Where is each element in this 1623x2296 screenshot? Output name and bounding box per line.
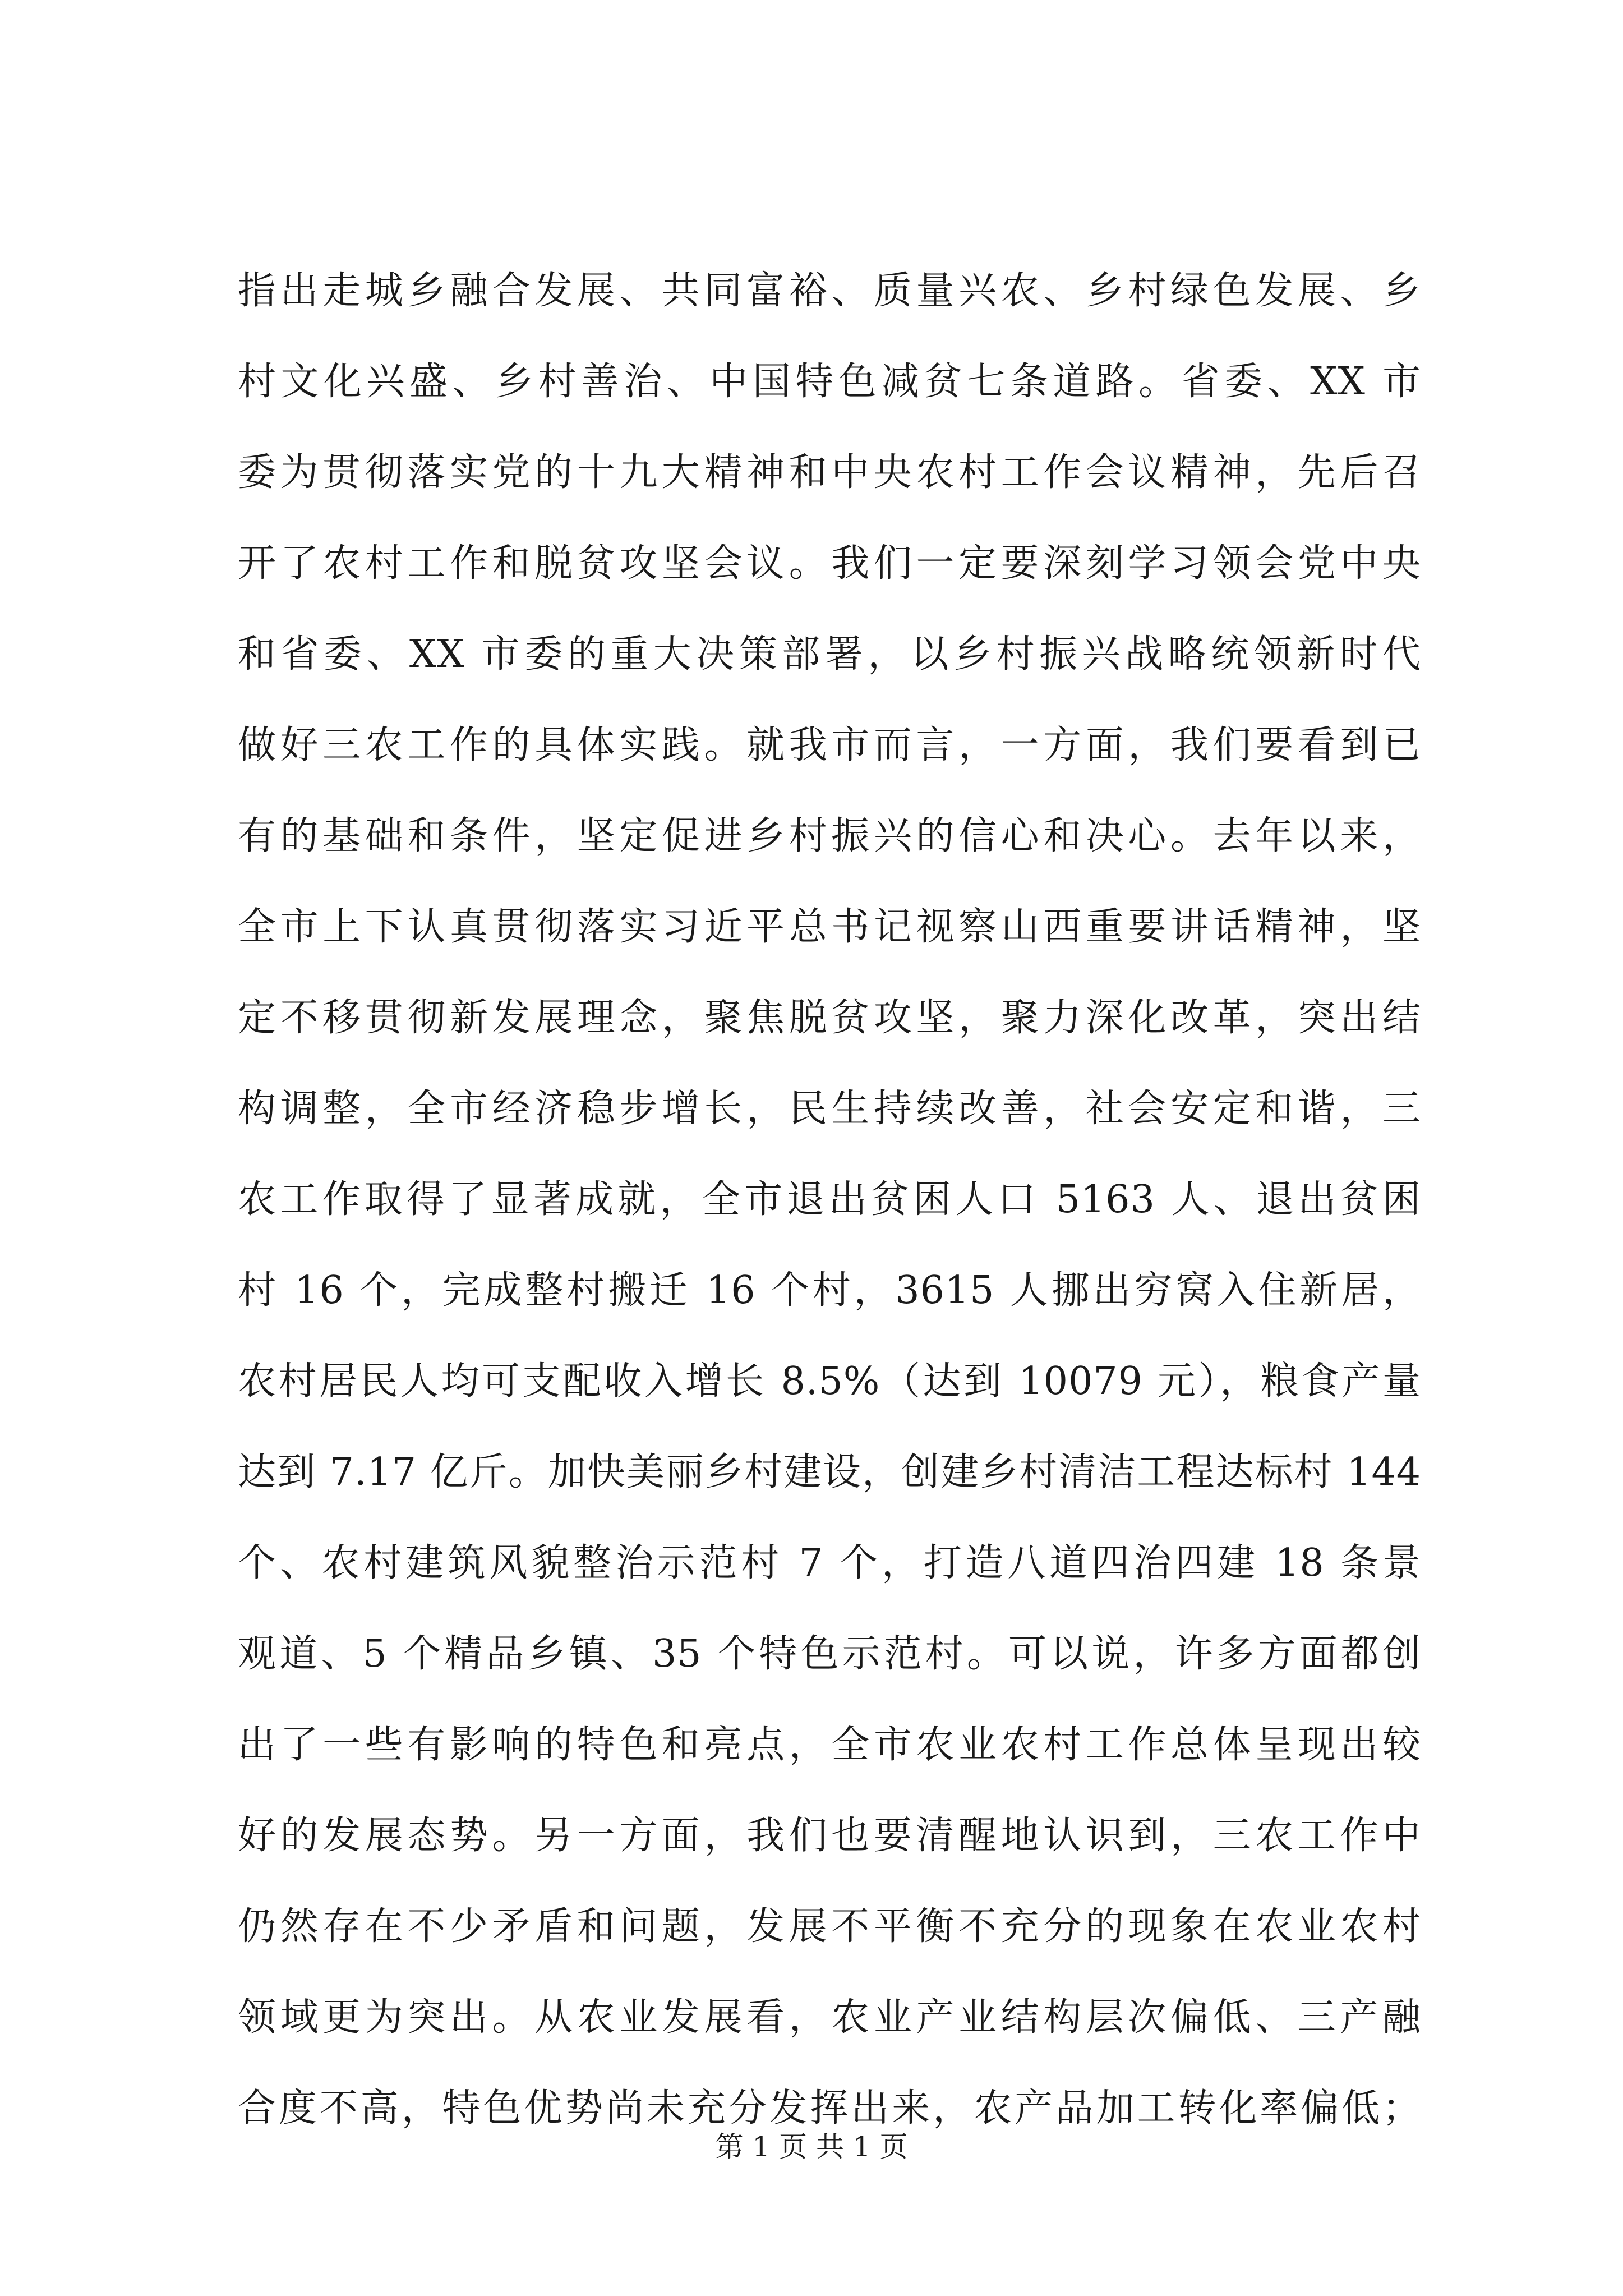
text-line: 村文化兴盛、乡村善治、中国特色减贫七条道路。省委、XX 市 <box>238 360 1421 404</box>
text-line: 做好三农工作的具体实践。就我市而言，一方面，我们要看到已 <box>238 723 1421 767</box>
text-line: 观道、5 个精品乡镇、35 个特色示范村。可以说，许多方面都创 <box>238 1632 1421 1676</box>
text-line: 定不移贯彻新发展理念，聚焦脱贫攻坚，聚力深化改革，突出结 <box>238 996 1421 1040</box>
text-line: 和省委、XX 市委的重大决策部署，以乡村振兴战略统领新时代 <box>238 632 1421 677</box>
text-line: 村 16 个，完成整村搬迁 16 个村，3615 人挪出穷窝入住新居， <box>238 1268 1421 1313</box>
text-line: 全市上下认真贯彻落实习近平总书记视察山西重要讲话精神，坚 <box>238 905 1421 949</box>
text-line: 个、农村建筑风貌整治示范村 7 个，打造八道四治四建 18 条景 <box>238 1541 1421 1585</box>
text-line: 出了一些有影响的特色和亮点，全市农业农村工作总体呈现出较 <box>238 1723 1421 1767</box>
text-line: 达到 7.17 亿斤。加快美丽乡村建设，创建乡村清洁工程达标村 144 <box>238 1450 1421 1494</box>
text-line: 委为贯彻落实党的十九大精神和中央农村工作会议精神，先后召 <box>238 450 1421 495</box>
text-line: 好的发展态势。另一方面，我们也要清醒地认识到，三农工作中 <box>238 1814 1421 1858</box>
text-line: 仍然存在不少矛盾和问题，发展不平衡不充分的现象在农业农村 <box>238 1904 1421 1949</box>
text-line: 农工作取得了显著成就，全市退出贫困人口 5163 人、退出贫困 <box>238 1177 1421 1222</box>
body-paragraph <box>238 246 1421 2154</box>
text-line: 指出走城乡融合发展、共同富裕、质量兴农、乡村绿色发展、乡 <box>238 269 1421 313</box>
text-line: 有的基础和条件，坚定促进乡村振兴的信心和决心。去年以来， <box>238 814 1421 858</box>
text-line: 农村居民人均可支配收入增长 8.5%（达到 10079 元），粮食产量 <box>238 1359 1421 1404</box>
page-number-footer: 第 1 页 共 1 页 <box>715 2131 908 2163</box>
text-line: 合度不高，特色优势尚未充分发挥出来，农产品加工转化率偏低； <box>238 2086 1421 2131</box>
text-line: 领域更为突出。从农业发展看，农业产业结构层次偏低、三产融 <box>238 1995 1421 2040</box>
text-line: 构调整，全市经济稳步增长，民生持续改善，社会安定和谐，三 <box>238 1087 1421 1131</box>
text-line: 开了农村工作和脱贫攻坚会议。我们一定要深刻学习领会党中央 <box>238 541 1421 586</box>
